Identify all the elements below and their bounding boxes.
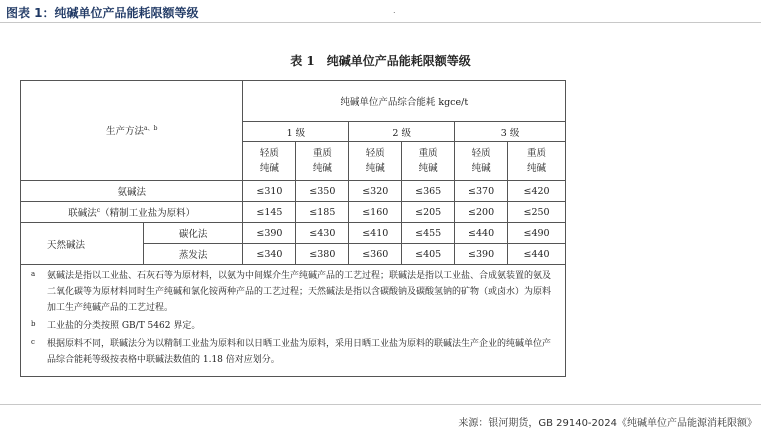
footnote-mark: b bbox=[31, 320, 36, 328]
light-soda-header: 轻质 纯碱 bbox=[455, 142, 508, 181]
combined-soda-label: 联碱法 bbox=[68, 208, 97, 219]
value-cell: ≤185 bbox=[296, 202, 349, 223]
source-note: 来源：银河期货，GB 29140-2024《纯碱单位产品能源消耗限额》 bbox=[458, 418, 757, 429]
footnote-text: 根据原料不同，联碱法分为以精制工业盐为原料和以日晒工业盐为原料，采用日晒工业盐为原料的联碱法生产企业的纯碱单位产品综合能耗等级按表格中联碱法数值的 1.18 倍对应划分。 bbox=[47, 339, 552, 365]
row-label-carbonation: 碳化法 bbox=[143, 223, 243, 244]
footnote-c bbox=[31, 336, 557, 368]
grade-1-header: 1 级 bbox=[243, 122, 349, 142]
light-soda-header: 轻质 纯碱 bbox=[243, 142, 296, 181]
title-divider bbox=[0, 22, 761, 23]
value-cell: ≤390 bbox=[243, 223, 296, 244]
method-header-cell bbox=[21, 81, 243, 181]
value-cell: ≤200 bbox=[455, 202, 508, 223]
value-cell: ≤490 bbox=[508, 223, 566, 244]
table-row bbox=[21, 223, 566, 244]
combined-soda-suffix: （精制工业盐为原料） bbox=[100, 208, 196, 219]
value-cell: ≤250 bbox=[508, 202, 566, 223]
value-cell: ≤360 bbox=[349, 244, 402, 265]
value-cell: ≤420 bbox=[508, 181, 566, 202]
value-cell: ≤440 bbox=[508, 244, 566, 265]
footnote-mark: a bbox=[31, 270, 36, 278]
value-cell: ≤430 bbox=[296, 223, 349, 244]
table-row bbox=[21, 181, 566, 202]
footnote-b bbox=[31, 318, 557, 334]
value-cell: ≤205 bbox=[402, 202, 455, 223]
row-label-natural-soda: 天然碱法 bbox=[21, 223, 144, 265]
value-cell: ≤370 bbox=[455, 181, 508, 202]
table-row bbox=[21, 202, 566, 223]
value-cell: ≤310 bbox=[243, 181, 296, 202]
bottom-divider bbox=[0, 404, 761, 405]
method-header-sup: a、b bbox=[144, 125, 158, 133]
value-cell: ≤440 bbox=[455, 223, 508, 244]
stray-mark: . bbox=[393, 6, 396, 15]
value-cell: ≤380 bbox=[296, 244, 349, 265]
grade-2-header: 2 级 bbox=[349, 122, 455, 142]
table-notes bbox=[21, 265, 566, 377]
footnote-a bbox=[31, 268, 557, 316]
dense-soda-header: 重质 纯碱 bbox=[508, 142, 566, 181]
row-label-ammonia-soda: 氨碱法 bbox=[21, 181, 243, 202]
value-cell: ≤320 bbox=[349, 181, 402, 202]
grade-3-header: 3 级 bbox=[455, 122, 566, 142]
dense-soda-header: 重质 纯碱 bbox=[402, 142, 455, 181]
value-cell: ≤405 bbox=[402, 244, 455, 265]
value-cell: ≤455 bbox=[402, 223, 455, 244]
footnote-text: 氨碱法是指以工业盐、石灰石等为原材料，以氨为中间媒介生产纯碱产品的工艺过程；联碱法是指以工业盐、合成氨装置的氨及二氧化碳等为原材料同时生产纯碱和氯化铵两种产品的工艺过程；天然碱法是指以含碳酸钠及碳酸氢钠的矿物（或卤水）为原料加工生产纯碱产品的工艺过程。 bbox=[47, 271, 552, 313]
value-cell: ≤410 bbox=[349, 223, 402, 244]
value-cell: ≤365 bbox=[402, 181, 455, 202]
value-cell: ≤160 bbox=[349, 202, 402, 223]
energy-header: 纯碱单位产品综合能耗 kgce/t bbox=[243, 81, 566, 122]
row-label-combined-soda bbox=[21, 202, 243, 223]
footnote-mark: c bbox=[31, 338, 35, 346]
combined-soda-sup: c bbox=[96, 206, 101, 214]
value-cell: ≤350 bbox=[296, 181, 349, 202]
energy-limit-table bbox=[20, 80, 566, 377]
value-cell: ≤145 bbox=[243, 202, 296, 223]
dense-soda-header: 重质 纯碱 bbox=[296, 142, 349, 181]
method-header: 生产方法 bbox=[106, 126, 145, 138]
light-soda-header: 轻质 纯碱 bbox=[349, 142, 402, 181]
value-cell: ≤340 bbox=[243, 244, 296, 265]
row-label-evaporation: 蒸发法 bbox=[143, 244, 243, 265]
value-cell: ≤390 bbox=[455, 244, 508, 265]
figure-title: 图表 1：纯碱单位产品能耗限额等级 bbox=[6, 6, 199, 20]
footnote-text: 工业盐的分类按照 GB/T 5462 界定。 bbox=[47, 321, 201, 331]
table-title: 表 1 纯碱单位产品能耗限额等级 bbox=[290, 54, 471, 68]
